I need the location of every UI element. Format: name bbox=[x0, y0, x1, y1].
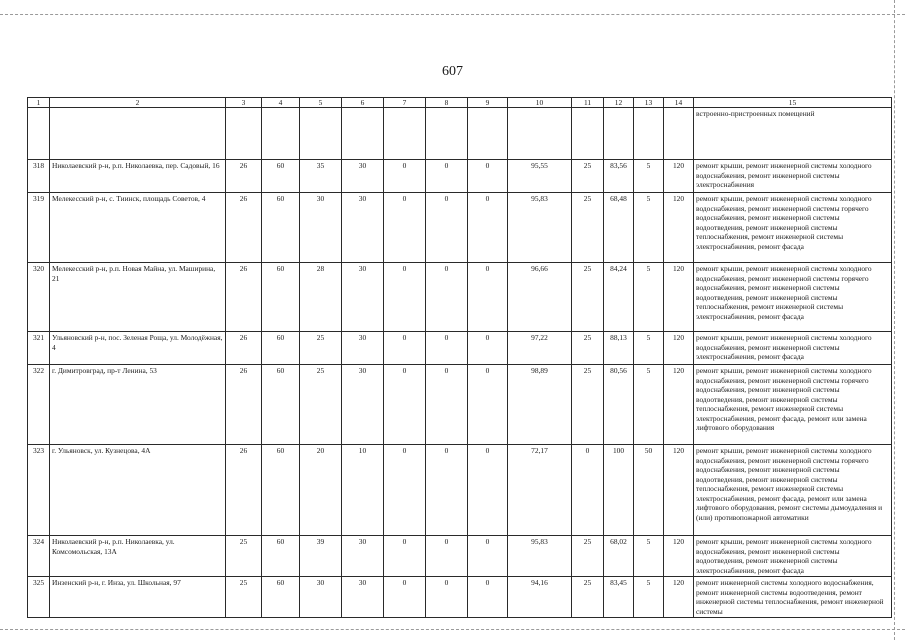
row-number: 322 bbox=[28, 365, 50, 445]
cell-col-13: 5 bbox=[634, 332, 664, 365]
cell-col-14: 120 bbox=[664, 193, 694, 263]
scan-edge-right bbox=[893, 0, 895, 640]
cell-col-12: 68,48 bbox=[604, 193, 634, 263]
work-description: ремонт крыши, ремонт инженерной системы холодного водоснабжения, ремонт инженерной системы горячего водоснабжения, ремонт инженерной системы водоотведения, ремонт инженерной системы теплоснабжения, ремонт инженерной системы электроснабжения, ремонт фасада, ремонт или замена лифтового оборудования bbox=[694, 365, 892, 445]
cell-col-6: 30 bbox=[342, 365, 384, 445]
cell-col-4: 60 bbox=[262, 365, 300, 445]
cell-col-12: 88,13 bbox=[604, 332, 634, 365]
cell-col-14: 120 bbox=[664, 263, 694, 332]
house-address: Инзенский р-н, г. Инза, ул. Школьная, 97 bbox=[50, 577, 226, 618]
column-header: 14 bbox=[664, 98, 694, 108]
cell-col-14: 120 bbox=[664, 536, 694, 577]
cell-col-10: 95,55 bbox=[508, 160, 572, 193]
cell-col-3: 26 bbox=[226, 365, 262, 445]
cell-col-14: 120 bbox=[664, 445, 694, 536]
cell-col-3: 26 bbox=[226, 193, 262, 263]
table-row bbox=[28, 332, 892, 365]
work-description: ремонт крыши, ремонт инженерной системы холодного водоснабжения, ремонт инженерной системы горячего водоснабжения, ремонт инженерной системы водоотведения, ремонт инженерной системы теплоснабжения, ремонт инженерной системы электроснабжения, ремонт фасада bbox=[694, 193, 892, 263]
cell-col-9: 0 bbox=[468, 577, 508, 618]
cell-col-8: 0 bbox=[426, 263, 468, 332]
table-row bbox=[28, 445, 892, 536]
row-number: 324 bbox=[28, 536, 50, 577]
house-address: г. Димитровград, пр-т Ленина, 53 bbox=[50, 365, 226, 445]
repair-program-table bbox=[27, 97, 892, 618]
cell-col-6: 30 bbox=[342, 193, 384, 263]
scan-edge-bottom bbox=[0, 629, 905, 640]
cell-col-11: 25 bbox=[572, 263, 604, 332]
cell-col-13: 5 bbox=[634, 577, 664, 618]
cell-col-3: 26 bbox=[226, 263, 262, 332]
cell-col-10: 95,83 bbox=[508, 536, 572, 577]
table-row bbox=[28, 577, 892, 618]
cell-col-10: 94,16 bbox=[508, 577, 572, 618]
cell-col-7: 0 bbox=[384, 193, 426, 263]
cell-col-5: 30 bbox=[300, 193, 342, 263]
column-header: 12 bbox=[604, 98, 634, 108]
column-header: 1 bbox=[28, 98, 50, 108]
work-description: встроенно-пристроенных помещений bbox=[694, 108, 892, 160]
table-row bbox=[28, 160, 892, 193]
cell-col-14: 120 bbox=[664, 577, 694, 618]
house-address: Мелекесский р-н, с. Тиинск, площадь Советов, 4 bbox=[50, 193, 226, 263]
cell-col-11: 25 bbox=[572, 536, 604, 577]
cell-col-9: 0 bbox=[468, 365, 508, 445]
house-address: Ульяновский р-н, пос. Зеленая Роща, ул. Молодёжная, 4 bbox=[50, 332, 226, 365]
work-description: ремонт крыши, ремонт инженерной системы холодного водоснабжения, ремонт инженерной системы электроснабжения bbox=[694, 160, 892, 193]
cell-col-9: 0 bbox=[468, 332, 508, 365]
cell-col-11: 0 bbox=[572, 445, 604, 536]
cell-col-8: 0 bbox=[426, 577, 468, 618]
scan-edge-top bbox=[0, 0, 905, 15]
cell-col-4: 60 bbox=[262, 445, 300, 536]
cell-col-13: 5 bbox=[634, 193, 664, 263]
column-header: 9 bbox=[468, 98, 508, 108]
work-description: ремонт крыши, ремонт инженерной системы холодного водоснабжения, ремонт инженерной системы водоотведения, ремонт инженерной системы электроснабжения, ремонт фасада bbox=[694, 536, 892, 577]
cell-col-6: 30 bbox=[342, 577, 384, 618]
cell-col-11: 25 bbox=[572, 577, 604, 618]
cell-col-10: 96,66 bbox=[508, 263, 572, 332]
cell-col-4: 60 bbox=[262, 160, 300, 193]
cell-col-5: 20 bbox=[300, 445, 342, 536]
cell-col-10: 95,83 bbox=[508, 193, 572, 263]
house-address: г. Ульяновск, ул. Кузнецова, 4А bbox=[50, 445, 226, 536]
row-number: 320 bbox=[28, 263, 50, 332]
column-header: 13 bbox=[634, 98, 664, 108]
column-header: 7 bbox=[384, 98, 426, 108]
cell-col-8: 0 bbox=[426, 332, 468, 365]
cell-col-8: 0 bbox=[426, 193, 468, 263]
column-header: 6 bbox=[342, 98, 384, 108]
cell-col-4: 60 bbox=[262, 263, 300, 332]
cell-col-4: 60 bbox=[262, 332, 300, 365]
cell-col-5: 35 bbox=[300, 160, 342, 193]
cell-col-7: 0 bbox=[384, 445, 426, 536]
cell-col-7: 0 bbox=[384, 365, 426, 445]
cell-col-9: 0 bbox=[468, 160, 508, 193]
cell-col-14: 120 bbox=[664, 365, 694, 445]
cell-col-4: 60 bbox=[262, 193, 300, 263]
cell-col-9: 0 bbox=[468, 193, 508, 263]
column-header: 15 bbox=[694, 98, 892, 108]
cell-col-7: 0 bbox=[384, 577, 426, 618]
cell-col-8: 0 bbox=[426, 160, 468, 193]
cell-col-8: 0 bbox=[426, 445, 468, 536]
cell-col-4: 60 bbox=[262, 577, 300, 618]
row-number: 323 bbox=[28, 445, 50, 536]
continuation-row bbox=[28, 108, 892, 160]
cell-col-14: 120 bbox=[664, 332, 694, 365]
work-description: ремонт крыши, ремонт инженерной системы холодного водоснабжения, ремонт инженерной системы электроснабжения, ремонт фасада bbox=[694, 332, 892, 365]
table-row bbox=[28, 263, 892, 332]
column-header: 11 bbox=[572, 98, 604, 108]
column-header: 10 bbox=[508, 98, 572, 108]
cell-col-5: 28 bbox=[300, 263, 342, 332]
cell-col-8: 0 bbox=[426, 365, 468, 445]
cell-col-10: 98,89 bbox=[508, 365, 572, 445]
house-address: Николаевский р-н, р.п. Николаевка, ул. Комсомольская, 13А bbox=[50, 536, 226, 577]
cell-col-6: 10 bbox=[342, 445, 384, 536]
cell-col-3: 26 bbox=[226, 332, 262, 365]
cell-col-9: 0 bbox=[468, 536, 508, 577]
cell-col-13: 5 bbox=[634, 263, 664, 332]
cell-col-7: 0 bbox=[384, 332, 426, 365]
cell-col-9: 0 bbox=[468, 445, 508, 536]
cell-col-3: 25 bbox=[226, 577, 262, 618]
cell-col-5: 25 bbox=[300, 332, 342, 365]
cell-col-7: 0 bbox=[384, 263, 426, 332]
page-number: 607 bbox=[442, 64, 463, 79]
cell-col-4: 60 bbox=[262, 536, 300, 577]
cell-col-12: 83,45 bbox=[604, 577, 634, 618]
cell-col-10: 72,17 bbox=[508, 445, 572, 536]
cell-col-11: 25 bbox=[572, 365, 604, 445]
row-number: 321 bbox=[28, 332, 50, 365]
cell-col-11: 25 bbox=[572, 160, 604, 193]
cell-col-7: 0 bbox=[384, 536, 426, 577]
column-number-header-row bbox=[28, 98, 892, 108]
column-header: 8 bbox=[426, 98, 468, 108]
cell-col-3: 26 bbox=[226, 445, 262, 536]
cell-col-5: 25 bbox=[300, 365, 342, 445]
cell-col-11: 25 bbox=[572, 332, 604, 365]
cell-col-10: 97,22 bbox=[508, 332, 572, 365]
cell-col-5: 30 bbox=[300, 577, 342, 618]
house-address: Николаевский р-н, р.п. Николаевка, пер. Садовый, 16 bbox=[50, 160, 226, 193]
house-address: Мелекесский р-н, р.п. Новая Майна, ул. Маширина, 21 bbox=[50, 263, 226, 332]
work-description: ремонт крыши, ремонт инженерной системы холодного водоснабжения, ремонт инженерной системы горячего водоснабжения, ремонт инженерной системы водоотведения, ремонт инженерной системы теплоснабжения, ремонт инженерной системы электроснабжения, ремонт фасада bbox=[694, 263, 892, 332]
cell-col-13: 50 bbox=[634, 445, 664, 536]
cell-col-12: 68,02 bbox=[604, 536, 634, 577]
cell-col-13: 5 bbox=[634, 365, 664, 445]
cell-col-5: 39 bbox=[300, 536, 342, 577]
table-row bbox=[28, 365, 892, 445]
column-header: 2 bbox=[50, 98, 226, 108]
cell-col-3: 25 bbox=[226, 536, 262, 577]
cell-col-12: 100 bbox=[604, 445, 634, 536]
cell-col-9: 0 bbox=[468, 263, 508, 332]
cell-col-8: 0 bbox=[426, 536, 468, 577]
row-number: 318 bbox=[28, 160, 50, 193]
cell-col-13: 5 bbox=[634, 160, 664, 193]
work-description: ремонт крыши, ремонт инженерной системы холодного водоснабжения, ремонт инженерной системы горячего водоснабжения, ремонт инженерной системы водоотведения, ремонт инженерной системы теплоснабжения, ремонт инженерной системы электроснабжения, ремонт фасада, ремонт или замена лифтового оборудования, ремонт системы дымоудаления и (или) противопожарной автоматики bbox=[694, 445, 892, 536]
table-row bbox=[28, 193, 892, 263]
cell-col-12: 80,56 bbox=[604, 365, 634, 445]
column-header: 4 bbox=[262, 98, 300, 108]
cell-col-6: 30 bbox=[342, 160, 384, 193]
cell-col-6: 30 bbox=[342, 263, 384, 332]
cell-col-12: 83,56 bbox=[604, 160, 634, 193]
cell-col-11: 25 bbox=[572, 193, 604, 263]
cell-col-13: 5 bbox=[634, 536, 664, 577]
cell-col-14: 120 bbox=[664, 160, 694, 193]
cell-col-3: 26 bbox=[226, 160, 262, 193]
column-header: 3 bbox=[226, 98, 262, 108]
cell-col-6: 30 bbox=[342, 536, 384, 577]
cell-col-12: 84,24 bbox=[604, 263, 634, 332]
work-description: ремонт инженерной системы холодного водоснабжения, ремонт инженерной системы водоотведения, ремонт инженерной системы теплоснабжения, ремонт инженерной системы bbox=[694, 577, 892, 618]
cell-col-7: 0 bbox=[384, 160, 426, 193]
cell-col-6: 30 bbox=[342, 332, 384, 365]
column-header: 5 bbox=[300, 98, 342, 108]
table-row bbox=[28, 536, 892, 577]
row-number: 319 bbox=[28, 193, 50, 263]
row-number: 325 bbox=[28, 577, 50, 618]
